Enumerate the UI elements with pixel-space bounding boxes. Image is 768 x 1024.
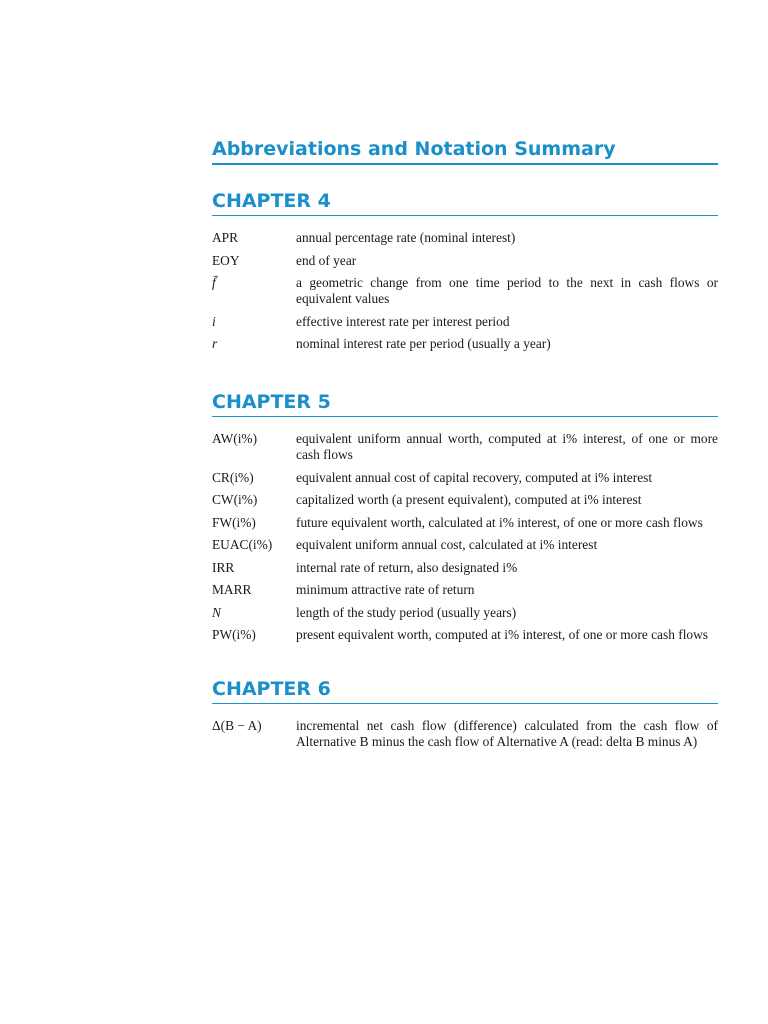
- chapter-6-section: [212, 676, 718, 750]
- notation-term: EOY: [212, 252, 240, 268]
- notation-definition: equivalent annual cost of capital recovery, computed at i% interest: [296, 469, 653, 485]
- notation-term: r: [212, 336, 218, 351]
- notation-term: APR: [212, 230, 239, 245]
- notation-entry: [212, 582, 718, 598]
- notation-entry: [212, 431, 718, 463]
- chapter-4-section: [212, 188, 718, 352]
- notation-definition: annual percentage rate (nominal interest): [296, 230, 516, 245]
- notation-term: CW(i%): [212, 492, 258, 507]
- notation-definition: minimum attractive rate of return: [296, 582, 475, 597]
- notation-entry: [212, 470, 718, 486]
- notation-entry: [212, 718, 718, 750]
- notation-entry: [212, 253, 718, 269]
- notation-definition: equivalent uniform annual cost, calculated at i% interest: [296, 537, 598, 552]
- notation-term: IRR: [212, 559, 235, 575]
- notation-entry: [212, 275, 718, 307]
- notation-term: FW(i%): [212, 514, 256, 530]
- notation-definition: a geometric change from one time period to the next in cash flows or equivalent values: [296, 275, 718, 306]
- notation-definition: length of the study period (usually years): [296, 604, 517, 620]
- page-title: Abbreviations and Notation Summary: [212, 136, 718, 165]
- chapter-5-section: [212, 389, 718, 643]
- notation-definition: present equivalent worth, computed at i% interest, of one or more cash flows: [296, 627, 709, 642]
- notation-definition: nominal interest rate per period (usually a year): [296, 336, 551, 351]
- chapter-heading: CHAPTER 6: [212, 676, 718, 704]
- notation-term: f̄: [212, 275, 216, 290]
- notation-definition: internal rate of return, also designated i%: [296, 559, 518, 575]
- notation-entry: [212, 515, 718, 531]
- notation-entry: [212, 627, 718, 643]
- page-content: [212, 136, 718, 757]
- notation-list: [212, 431, 718, 643]
- notation-term: N: [212, 604, 221, 620]
- notation-entry: [212, 537, 718, 553]
- notation-entry: [212, 560, 718, 576]
- notation-definition: future equivalent worth, calculated at i% interest, of one or more cash flows: [296, 514, 703, 530]
- notation-list: [212, 230, 718, 352]
- notation-entry: [212, 314, 718, 330]
- notation-term: MARR: [212, 582, 252, 597]
- notation-entry: [212, 605, 718, 621]
- notation-entry: [212, 336, 718, 352]
- notation-definition: end of year: [296, 252, 357, 268]
- notation-entry: [212, 492, 718, 508]
- notation-term: i: [212, 313, 216, 329]
- notation-entry: [212, 230, 718, 246]
- notation-term: Δ(B − A): [212, 718, 262, 733]
- notation-term: EUAC(i%): [212, 537, 273, 552]
- notation-definition: incremental net cash flow (difference) calculated from the cash flow of Alternative B minus the cash flow of Alternative A (read: delta B minus A): [296, 718, 718, 749]
- notation-term: CR(i%): [212, 469, 254, 485]
- notation-definition: effective interest rate per interest period: [296, 313, 510, 329]
- notation-term: PW(i%): [212, 627, 256, 642]
- notation-list: [212, 718, 718, 750]
- notation-definition: capitalized worth (a present equivalent), computed at i% interest: [296, 492, 642, 507]
- chapter-heading: CHAPTER 4: [212, 188, 718, 216]
- chapter-heading: CHAPTER 5: [212, 389, 718, 417]
- notation-definition: equivalent uniform annual worth, computed at i% interest, of one or more cash flows: [296, 431, 718, 462]
- notation-term: AW(i%): [212, 431, 258, 446]
